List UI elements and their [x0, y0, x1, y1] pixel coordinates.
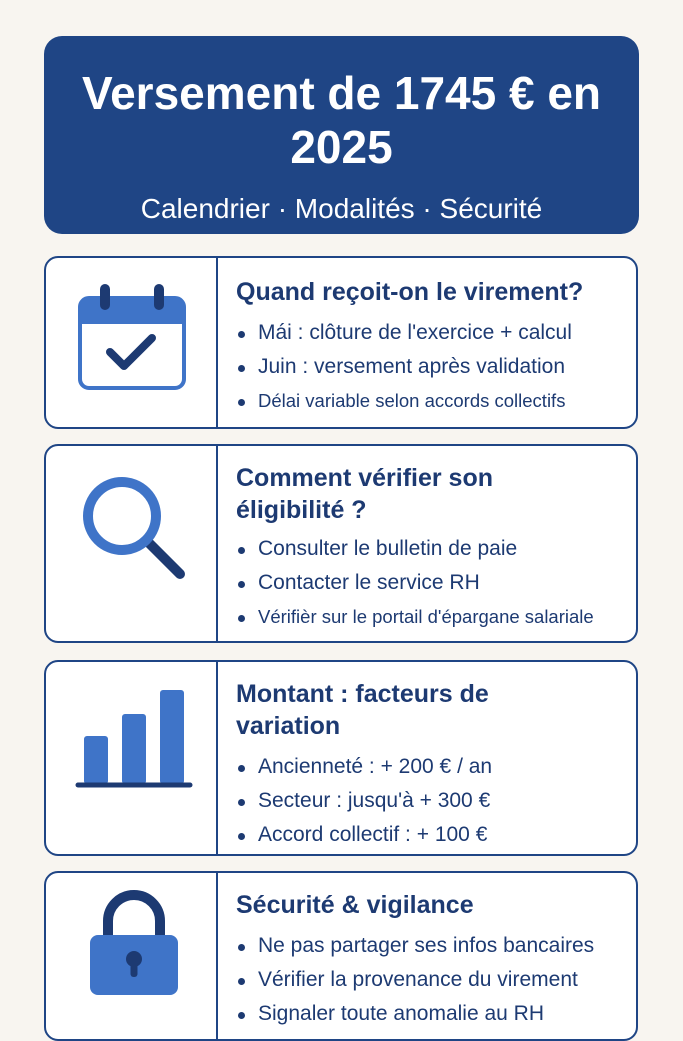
list-item: Juin : versement après validation: [236, 350, 626, 384]
list-item: Signaler toute anomalie au RH: [236, 997, 626, 1031]
list-item: Ne pas partager ses infos bancaires: [236, 929, 626, 963]
list-item: Vérifièr sur le portail d'épargane salariale: [236, 600, 626, 634]
list-item: Mái : clôture de l'exercice + calcul: [236, 316, 626, 350]
page-title: Versement de 1745 € en 2025: [81, 67, 602, 173]
card-title: Comment vérifier son éligibilité ?: [236, 464, 494, 524]
card-calendar: [44, 256, 638, 429]
calendar-check-icon: [76, 282, 188, 394]
card-amount: [44, 660, 638, 856]
card-icon-cell: [46, 446, 218, 641]
list-item: Contacter le service RH: [236, 566, 626, 600]
card-icon-cell: [46, 873, 218, 1039]
card-security: [44, 871, 638, 1041]
magnifier-icon: [80, 474, 190, 584]
card-eligibility: [44, 444, 638, 643]
list-item: Consulter le bulletin de paie: [236, 532, 626, 566]
padlock-icon: [84, 889, 184, 999]
list-item: Ancienneté : + 200 € / an: [236, 750, 626, 784]
list-item: Délai variable selon accords collectifs: [236, 384, 626, 418]
card-title: Sécurité & vigilance: [236, 891, 474, 919]
page-subtitle: Calendrier · Modalités · Sécurité: [140, 193, 543, 224]
card-icon-cell: [46, 662, 218, 854]
bar-chart-icon: [74, 686, 194, 796]
list-item: Secteur : jusqu'à + 300 €: [236, 784, 626, 818]
card-title: Montant : facteurs de variation: [236, 680, 489, 740]
card-icon-cell: [46, 258, 218, 427]
list-item: Vérifier la provenance du virement: [236, 963, 626, 997]
card-title: Quand reçoit-on le virement?: [236, 278, 584, 306]
list-item: Accord collectif : + 100 €: [236, 818, 626, 852]
title-banner: [44, 36, 639, 234]
